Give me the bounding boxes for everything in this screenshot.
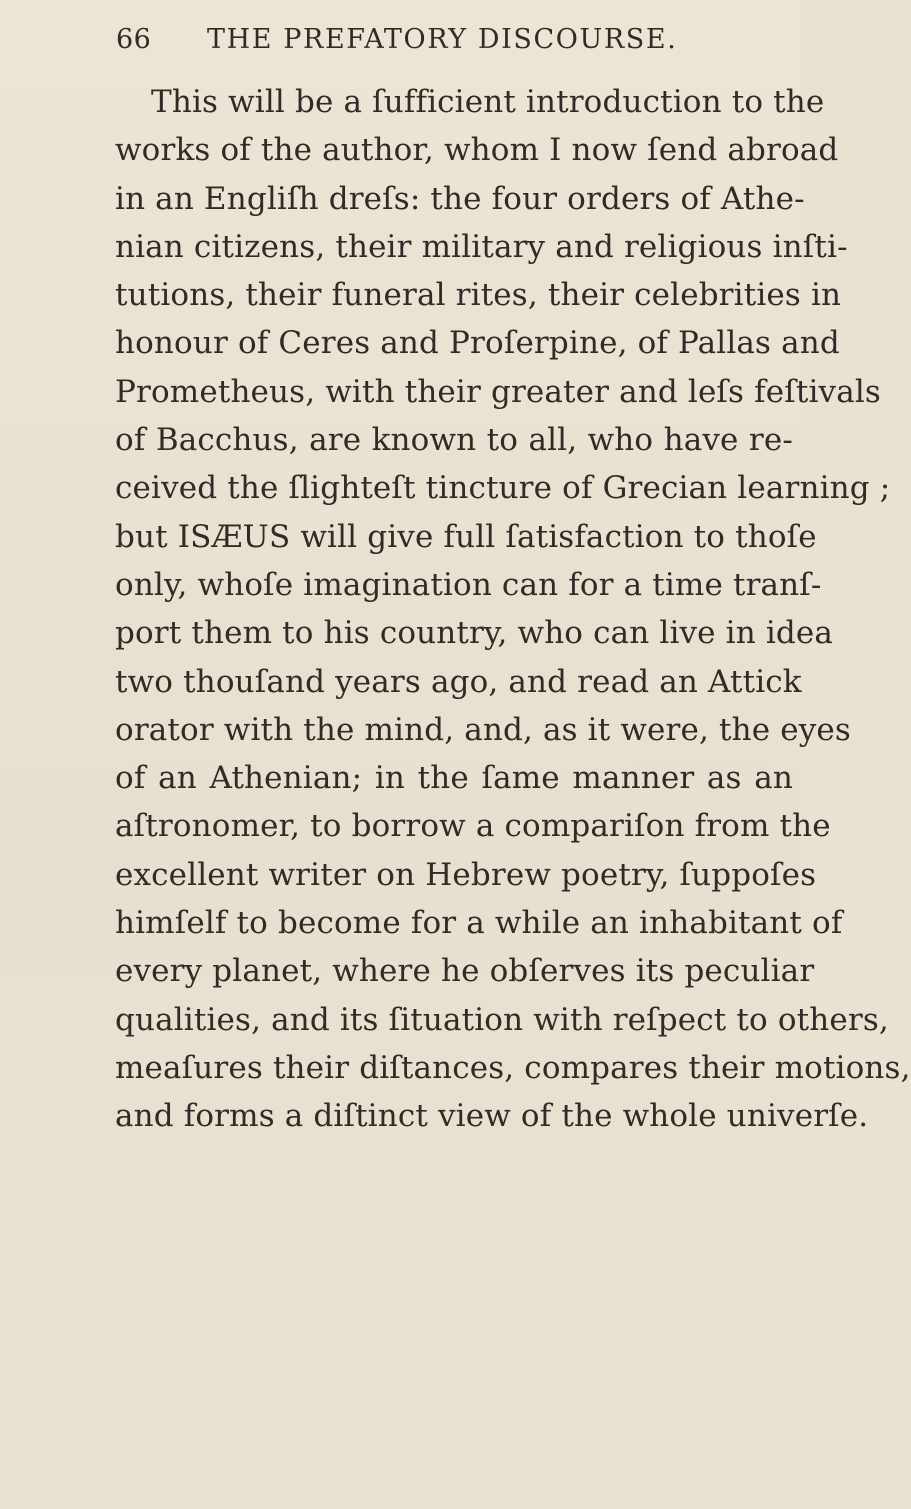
running-header [116,20,800,64]
text-line: himſelf to become for a while an inhabitant of [115,905,843,942]
text-line: orator with the mind, and, as it were, the eyes [115,711,851,748]
text-line: every planet, where he obſerves its peculiar [115,953,815,990]
text-line: honour of Ceres and Proſerpine, of Pallas and [115,325,840,362]
text-line: in an Engliſh dreſs: the four orders of Athe- [115,180,805,217]
text-line: only, whoſe imagination can for a time tranſ- [115,566,822,603]
page-number: 66 [116,24,152,55]
text-line: but ISÆUS will give full ſatisfaction to thoſe [115,518,817,555]
body-text [115,78,911,1141]
text-line: Prometheus, with their greater and leſs feſtivals [115,373,881,410]
text-line: This will be a ſufficient introduction to the [151,84,825,120]
text-line: meaſures their diſtances, compares their motions, [115,1049,911,1086]
text-line: of an Athenian; in the ſame manner as an [115,760,793,797]
text-line: nian citizens, their military and religious inſti- [115,228,848,265]
text-line: and forms a diſtinct view of the whole univerſe. [115,1098,869,1135]
running-title: THE PREFATORY DISCOURSE. [207,24,678,55]
text-line: qualities, and its ſituation with reſpect to others, [115,1001,889,1038]
text-line: port them to his country, who can live in idea [115,615,834,652]
text-line: two thouſand years ago, and read an Attick [115,663,802,700]
text-line: ceived the ſlighteſt tincture of Grecian learning ; [115,470,891,507]
text-line: aſtronomer, to borrow a compariſon from the [115,808,831,845]
text-line: works of the author, whom I now ſend abroad [115,132,839,169]
text-line: excellent writer on Hebrew poetry, ſuppoſes [115,856,817,893]
text-line: of Bacchus, are known to all, who have re- [115,422,793,459]
text-line: tutions, their funeral rites, their celebrities in [115,277,842,314]
